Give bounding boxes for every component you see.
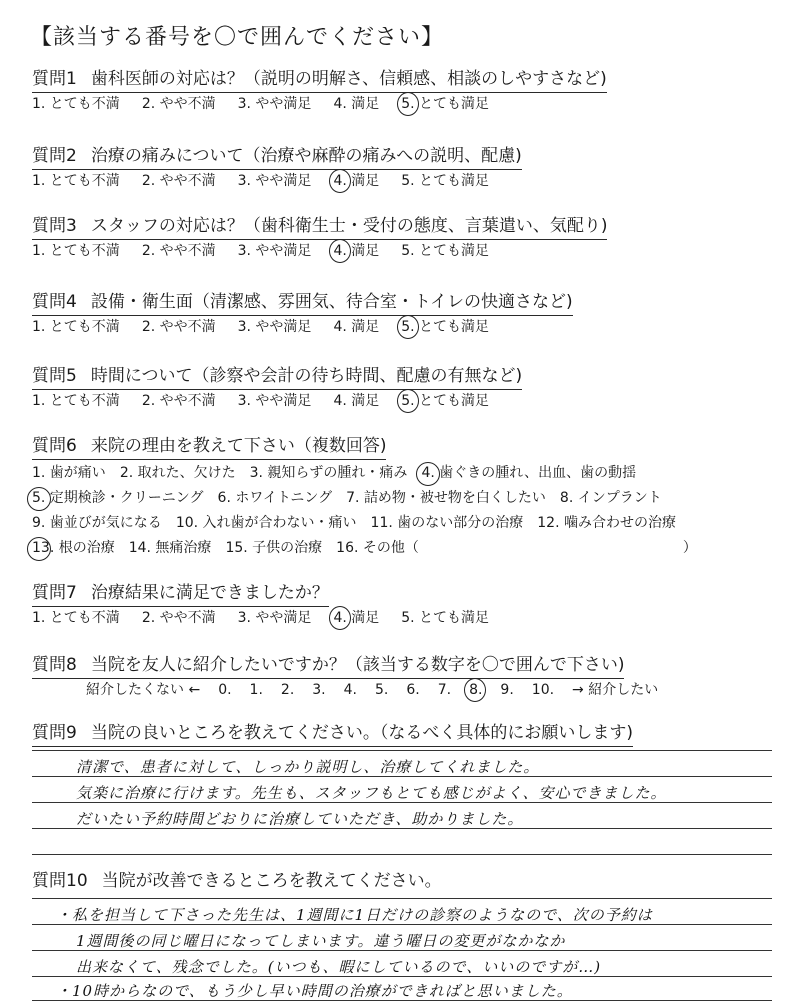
option-4[interactable]: 4. 満足 bbox=[333, 243, 380, 259]
handwritten-answer-line: 1週間後の同じ曜日になってしまいます。違う曜日の変更がなかなか bbox=[76, 932, 566, 950]
scale-4[interactable]: 4. bbox=[343, 682, 357, 698]
page-title: 【該当する番号を〇で囲んでください】 bbox=[30, 25, 445, 50]
option-2[interactable]: 2. やや不満 bbox=[141, 319, 216, 335]
question-10-heading bbox=[32, 870, 442, 894]
scale-0[interactable]: 0. bbox=[218, 682, 232, 698]
option-4[interactable]: 4. 満足 bbox=[333, 393, 380, 409]
option-4[interactable]: 4. 満足 bbox=[333, 319, 380, 335]
option-3[interactable]: 3. やや満足 bbox=[237, 243, 312, 259]
option-5[interactable]: 5. とても満足 bbox=[401, 96, 490, 112]
option-2[interactable]: 2. やや不満 bbox=[141, 96, 216, 112]
question-text: 当院を友人に紹介したいですか？（該当する数字を〇で囲んで下さい) bbox=[90, 655, 625, 675]
question-number: 質問5 bbox=[32, 366, 77, 386]
scale-5[interactable]: 5. bbox=[374, 682, 389, 698]
recommend-scale bbox=[86, 680, 676, 700]
question-text: 歯科医師の対応は？（説明の明解さ、信頼感、相談のしやすさなど) bbox=[90, 69, 607, 89]
question-3-options bbox=[32, 241, 511, 261]
question-4-options bbox=[32, 317, 511, 337]
option-11[interactable]: 11. 歯のない部分の治療 bbox=[370, 515, 524, 531]
option-5[interactable]: 5. とても満足 bbox=[401, 243, 490, 259]
question-1-heading bbox=[32, 68, 607, 93]
option-2[interactable]: 2. やや不満 bbox=[141, 243, 216, 259]
scale-left-label: 紹介したくない ← bbox=[86, 682, 201, 698]
question-4-heading bbox=[32, 291, 573, 316]
option-1[interactable]: 1. とても不満 bbox=[32, 393, 120, 409]
option-2[interactable]: 2. やや不満 bbox=[141, 610, 216, 626]
question-number: 質問10 bbox=[32, 871, 88, 891]
handwritten-answer-line: 清潔で、患者に対して、しっかり説明し、治療してくれました。 bbox=[76, 758, 540, 776]
question-8-heading bbox=[32, 654, 624, 679]
question-number: 質問9 bbox=[32, 723, 77, 743]
option-2[interactable]: 2. 取れた、欠けた bbox=[119, 465, 236, 481]
option-10[interactable]: 10. 入れ歯が合わない・痛い bbox=[175, 515, 357, 531]
question-6-heading bbox=[32, 435, 386, 460]
question-text: スタッフの対応は？（歯科衛生士・受付の態度、言葉遣い、気配り) bbox=[90, 216, 608, 236]
option-1[interactable]: 1. 歯が痛い bbox=[32, 465, 106, 481]
question-2-options bbox=[32, 171, 511, 191]
other-close-paren: ） bbox=[682, 540, 697, 556]
option-7[interactable]: 7. 詰め物・被せ物を白くしたい bbox=[346, 490, 546, 506]
option-5[interactable]: 5. とても満足 bbox=[401, 393, 490, 409]
question-text: 来院の理由を教えて下さい（複数回答) bbox=[90, 436, 387, 456]
option-5[interactable]: 5. とても満足 bbox=[401, 319, 490, 335]
answer-line bbox=[32, 750, 772, 751]
option-4[interactable]: 4. 歯ぐきの腫れ、出血、歯の動揺 bbox=[421, 461, 636, 486]
question-9-heading bbox=[32, 722, 633, 747]
options-row bbox=[32, 486, 711, 511]
handwritten-answer-line: ・私を担当して下さった先生は、1週間に1日だけの診察のようなので、次の予約は bbox=[56, 906, 653, 924]
option-4[interactable]: 4. 満足 bbox=[333, 173, 380, 189]
option-2[interactable]: 2. やや不満 bbox=[141, 393, 216, 409]
question-number: 質問6 bbox=[32, 436, 77, 456]
question-5-options bbox=[32, 391, 511, 411]
options-row bbox=[32, 536, 711, 561]
question-number: 質問3 bbox=[32, 216, 77, 236]
question-7-heading bbox=[32, 582, 329, 607]
question-2-heading bbox=[32, 145, 522, 170]
question-text: 当院の良いところを教えてください。（なるべく具体的にお願いします) bbox=[90, 723, 633, 743]
question-text: 設備・衛生面（清潔感、雰囲気、待合室・トイレの快適さなど) bbox=[90, 292, 573, 312]
scale-7[interactable]: 7. bbox=[437, 682, 452, 698]
question-text: 治療結果に満足できましたか？ bbox=[90, 583, 329, 603]
option-15[interactable]: 15. 子供の治療 bbox=[225, 540, 323, 556]
handwritten-answer-line: 気楽に治療に行けます。先生も、スタッフもとても感じがよく、安心できました。 bbox=[76, 784, 667, 802]
handwritten-answer-line: 出来なくて、残念でした。(いつも、暇にしているので、いいのですが…) bbox=[76, 958, 602, 976]
answer-line bbox=[32, 854, 772, 855]
option-3[interactable]: 3. やや満足 bbox=[237, 319, 312, 335]
option-3[interactable]: 3. やや満足 bbox=[237, 96, 312, 112]
option-14[interactable]: 14. 無痛治療 bbox=[128, 540, 212, 556]
option-9[interactable]: 9. 歯並びが気になる bbox=[32, 515, 162, 531]
question-1-options bbox=[32, 94, 511, 114]
option-3[interactable]: 3. 親知らずの腫れ・痛み bbox=[249, 465, 408, 481]
option-5[interactable]: 5. とても満足 bbox=[401, 610, 490, 626]
question-text: 当院が改善できるところを教えてください。 bbox=[101, 871, 442, 891]
option-4[interactable]: 4. 満足 bbox=[333, 96, 380, 112]
option-13[interactable]: 13. 根の治療 bbox=[32, 536, 115, 561]
handwritten-answer-line: だいたい予約時間どおりに治療していただき、助かりました。 bbox=[76, 810, 524, 828]
question-3-heading bbox=[32, 215, 607, 240]
scale-right-label: → 紹介したい bbox=[572, 682, 659, 698]
question-number: 質問8 bbox=[32, 655, 77, 675]
option-1[interactable]: 1. とても不満 bbox=[32, 96, 120, 112]
question-7-options bbox=[32, 608, 511, 628]
options-row bbox=[32, 511, 711, 536]
question-text: 治療の痛みについて（治療や麻酔の痛みへの説明、配慮) bbox=[90, 146, 522, 166]
scale-8[interactable]: 8. bbox=[469, 682, 483, 698]
option-1[interactable]: 1. とても不満 bbox=[32, 173, 120, 189]
handwritten-answer-line: ・10時からなので、もう少し早い時間の治療ができればと思いました。 bbox=[56, 982, 573, 1000]
option-1[interactable]: 1. とても不満 bbox=[32, 243, 120, 259]
option-8[interactable]: 8. インプラント bbox=[559, 490, 662, 506]
option-5[interactable]: 5. 定期検診・クリーニング bbox=[32, 486, 204, 511]
option-3[interactable]: 3. やや満足 bbox=[237, 610, 312, 626]
option-4[interactable]: 4. 満足 bbox=[333, 610, 380, 626]
option-12[interactable]: 12. 噛み合わせの治療 bbox=[537, 515, 676, 531]
answer-line bbox=[32, 898, 772, 899]
question-6-options bbox=[32, 461, 711, 561]
scale-6[interactable]: 6. bbox=[406, 682, 420, 698]
option-1[interactable]: 1. とても不満 bbox=[32, 610, 120, 626]
scale-2[interactable]: 2. bbox=[280, 682, 295, 698]
option-3[interactable]: 3. やや満足 bbox=[237, 393, 312, 409]
option-5[interactable]: 5. とても満足 bbox=[401, 173, 490, 189]
scale-9[interactable]: 9. bbox=[500, 682, 514, 698]
question-number: 質問1 bbox=[32, 69, 77, 89]
question-number: 質問4 bbox=[32, 292, 77, 312]
option-3[interactable]: 3. やや満足 bbox=[237, 173, 312, 189]
option-16[interactable]: 16. その他（ bbox=[336, 540, 419, 556]
scale-3[interactable]: 3. bbox=[312, 682, 326, 698]
option-2[interactable]: 2. やや不満 bbox=[141, 173, 216, 189]
scale-10[interactable]: 10. bbox=[531, 682, 555, 698]
question-5-heading bbox=[32, 365, 522, 390]
scale-1[interactable]: 1. bbox=[249, 682, 263, 698]
option-6[interactable]: 6. ホワイトニング bbox=[217, 490, 333, 506]
question-number: 質問7 bbox=[32, 583, 77, 603]
options-row bbox=[32, 461, 711, 486]
question-number: 質問2 bbox=[32, 146, 77, 166]
option-1[interactable]: 1. とても不満 bbox=[32, 319, 120, 335]
question-text: 時間について（診察や会計の待ち時間、配慮の有無など) bbox=[90, 366, 523, 386]
